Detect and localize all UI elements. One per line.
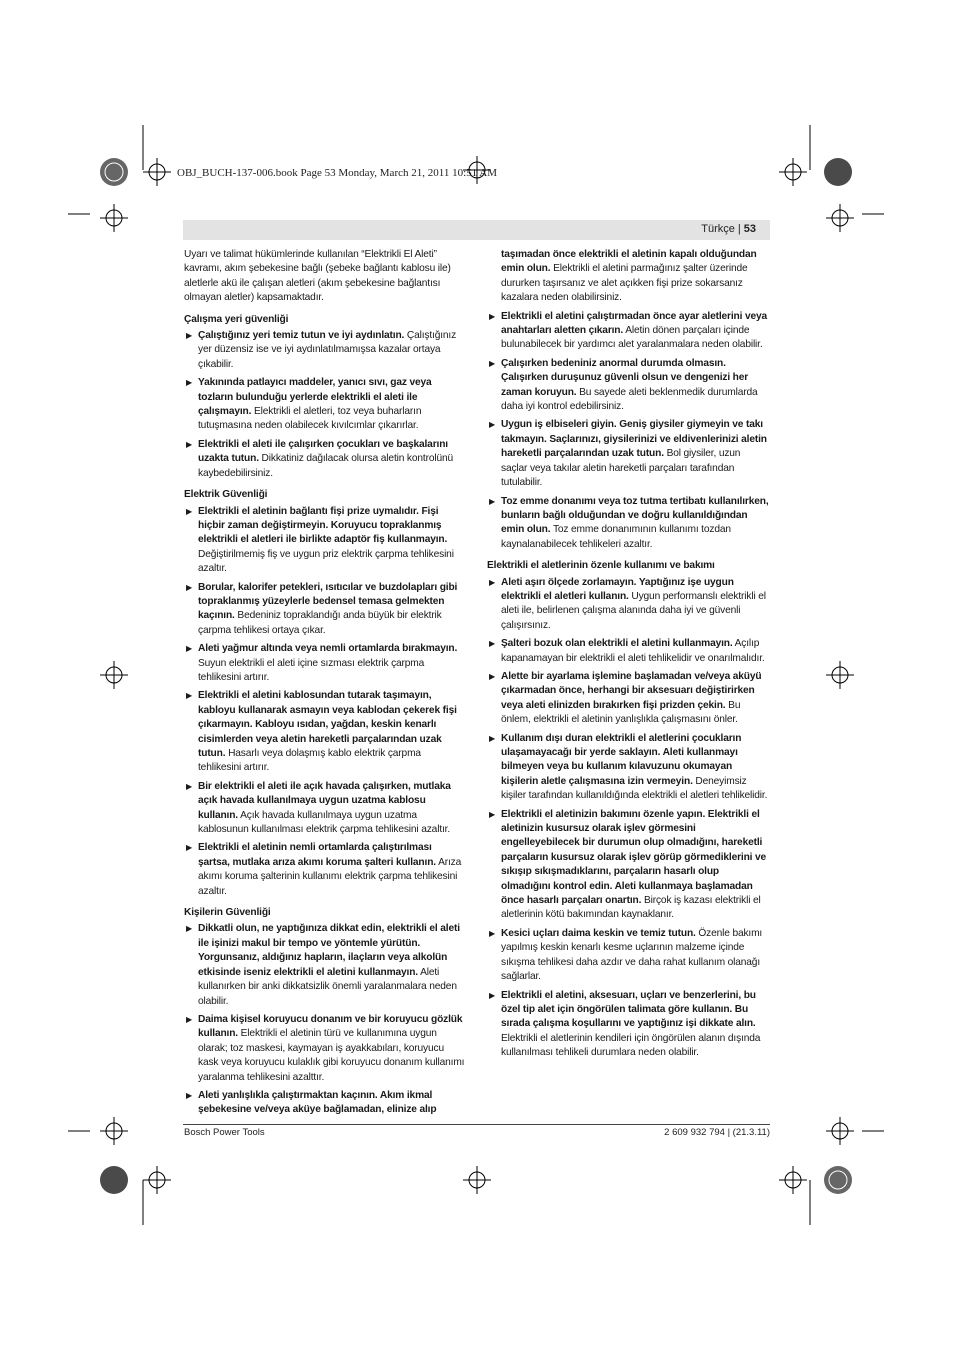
item-text: Dikkatiniz dağılacak olursa aletin kontrolünü kaybedebilirsiniz. (198, 453, 454, 479)
item-bold-text: Dikkatli olun, ne yaptığınıza dikkat edin, elektrikli el aleti ile işinizi makul bir tempo ve yöntemle yürütün. Yorgunsanız, aldığınız hapların, ilaçların veya alkolün etkisinde iseniz elektrikli el aletini kullanmayın. (198, 923, 460, 978)
item-bold-text: Elektrikli el aletinin bağlantı fişi prize uymalıdır. Fişi hiçbir zaman değiştirmeyin. Koruyucu topraklanmış elektrikli el aletleri ile birlikte adaptör fiş kullanmayın. (198, 505, 448, 546)
bullet-arrow-icon: ▶ (489, 639, 496, 649)
list-item (184, 438, 466, 481)
item-bold-text: Çalışırken bedeniniz anormal durumda olmasın. Çalışırken duruşunuz güvenli olsun ve dengenizi her zaman koruyun. (501, 357, 749, 398)
item-bold-text: Elektrikli el aletinin nemli ortamlarda çalıştırılması şartsa, mutlaka arıza akımı koruma şalteri kullanın. (198, 842, 436, 868)
page-number: 53 (743, 223, 756, 235)
bullet-arrow-icon: ▶ (186, 439, 193, 449)
page-header-bar (183, 220, 770, 240)
bullet-arrow-icon: ▶ (186, 1090, 193, 1100)
item-text: Hasarlı veya dolaşmış kablo elektrik çarpma tehlikesini artırır. (198, 748, 421, 774)
header-language: Türkçe (701, 223, 735, 235)
header-separator: | (737, 223, 741, 235)
item-bold-text: Kesici uçları daima keskin ve temiz tutun. (501, 927, 696, 939)
section-title: Çalışma yeri güvenliği (184, 313, 289, 325)
section-title: Elektrik Güvenliği (184, 489, 268, 501)
item-bold-text: Aleti yağmur altında veya nemli ortamlarda bırakmayın. (198, 643, 458, 655)
bullet-arrow-icon: ▶ (489, 311, 496, 321)
item-text: Açılıp kapanamayan bir elektrikli el aleti tehlikelidir ve onarılmalıdır. (501, 638, 765, 664)
item-text: Birçok iş kazası elektrikli el aletlerinin kötü bakımından kaynaklanır. (501, 895, 761, 921)
item-bold-text: Daima kişisel koruyucu donanım ve bir koruyucu gözlük kullanın. (198, 1013, 463, 1040)
item-bold-text: Çalıştığınız yeri temiz tutun ve iyi aydınlatın. (198, 330, 405, 342)
bullet-arrow-icon: ▶ (186, 506, 193, 516)
item-bold-text: Şalteri bozuk olan elektrikli el aletini kullanmayın. (501, 638, 733, 650)
list-item (487, 310, 769, 353)
bullet-arrow-icon: ▶ (186, 843, 193, 853)
continuation-bold: taşımadan önce elektrikli el aletinin kapalı olduğundan emin olun. (501, 249, 757, 275)
item-bold-text: Bir elektrikli el aleti ile açık havada çalışırken, mutlaka açık havada kullanılmaya uygun uzatma kablosu kullanın. (198, 780, 451, 821)
item-bold-text: Elektrikli el aletinizin bakımını özenle yapın. Elektrikli el aletinizin kusursuz olarak işlev görmesini engelleyebilecek bir durumun olup olmadığını, hareketli parçaların kusursuz olarak işlev görüp görmediklerini ve sıkışıp sıkışmadıklarını, parçaların hasarlı olup olmadığını kontrol edin. Aleti kullanmaya başlamadan önce hasarlı parçaları onartın. (501, 808, 767, 907)
bullet-arrow-icon: ▶ (489, 671, 496, 681)
list-item (184, 329, 466, 372)
list-item (487, 576, 769, 634)
bullet-arrow-icon: ▶ (489, 990, 496, 1000)
item-text: Toz emme donanımının kullanımı tozdan kaynalanabilecek tehlikeleri azaltır. (501, 524, 731, 550)
footer-doc-number: 2 609 932 794 | (21.3.11) (664, 1127, 770, 1138)
item-text: Suyun elektrikli el aleti içine sızması elektrik çarpma tehlikesini artırır. (198, 657, 425, 683)
bullet-arrow-icon: ▶ (186, 924, 193, 934)
list-item (487, 637, 769, 666)
bullet-arrow-icon: ▶ (489, 733, 496, 743)
list-item (184, 841, 466, 899)
list-item (184, 642, 466, 685)
item-bold-text: Toz emme donanımı veya toz tutma tertibatı kullanılırken, bunların bağlı olduğundan ve doğru kullanıldığından emin olun. (501, 495, 769, 536)
continuation-text: Elektrikli el aletini parmağınız şalter üzerinde dururken taşırsanız ve alet açıkken fişi prize sokarsanız kazalara neden olabilirsiniz. (501, 263, 748, 304)
item-bold-text: Uygun iş elbiseleri giyin. Geniş giysiler giymeyin ve takı takmayın. Saçlarınızı, giysilerinizi ve eldivenlerinizi aletin hareketli parçalarından uzak tutun. (501, 419, 767, 460)
list-item (184, 1089, 466, 1118)
list-item (487, 989, 769, 1061)
left-sections (184, 313, 466, 1118)
section-title: Elektrikli el aletlerinin özenle kullanımı ve bakımı (487, 560, 715, 572)
list-item (184, 376, 466, 434)
item-text: Bol giysiler, uzun saçlar veya takılar aletin hareketli parçaları tarafından tutulabilir. (501, 448, 741, 489)
footer-rule (183, 1124, 770, 1125)
item-text: Aletin dönen parçaları içinde bulunabilecek bir yardımcı alet yaralanmalara neden olabilir. (501, 325, 763, 351)
print-header: OBJ_BUCH-137-006.book Page 53 Monday, March 21, 2011 10:51 AM (177, 167, 498, 179)
bullet-arrow-icon: ▶ (186, 331, 193, 341)
item-bold-text: Elektrikli el aleti ile çalışırken çocukları ve başkalarını uzakta tutun. (198, 438, 448, 465)
list-item (487, 418, 769, 490)
list-item (487, 495, 769, 553)
bullet-arrow-icon: ▶ (489, 420, 496, 430)
item-bold-text: Borular, kalorifer petekleri, ısıtıcılar ve buzdolapları gibi topraklanmış yüzeylerle bedensel temasa gelmekten kaçının. (198, 581, 458, 622)
item-text: Açık havada kullanılmaya uygun uzatma kablosunun kullanılması elektrik çarpma tehlikesini azaltır. (198, 809, 451, 836)
list-item (184, 780, 466, 838)
bullet-arrow-icon: ▶ (489, 928, 496, 938)
item-text: Elektrikli el aletinin türü ve kullanımına uygun olarak; toz maskesi, kaymayan iş ayakkabıları, koruyucu kask veya koruyucu kulaklık gibi koruyucu donanım kullanımı yaralanma tehlikesini azalttır. (198, 1028, 465, 1083)
list-item (184, 689, 466, 775)
item-bold-text: Aleti yanlışlıkla çalıştırmaktan kaçının. Akım ikmal şebekesine ve/veya aküye bağlamadan, elinize alıp (198, 1089, 437, 1116)
bullet-arrow-icon: ▶ (489, 809, 496, 819)
item-text: Aleti kullanırken bir anki dikkatsizlik önemli yaralanmalara neden olabilir. (198, 966, 457, 1007)
section-title: Kişilerin Güvenliği (184, 907, 271, 919)
continuation-paragraph (487, 248, 769, 306)
list-item (184, 505, 466, 577)
right-items-b (487, 576, 769, 1061)
item-text: Deneyimsiz kişiler tarafından kullanıldığında elektrikli el aletleri tehlikelidir. (501, 775, 768, 802)
right-column (487, 248, 769, 1065)
bullet-arrow-icon: ▶ (186, 691, 193, 701)
bullet-arrow-icon: ▶ (186, 582, 193, 592)
item-text: Özenle bakımı yapılmış keskin kenarlı kesme uçlarının malzeme içinde sıkışma tehlikesi daha azdır ve daha rahat kullanım olanağı sağlarlar. (501, 927, 763, 983)
item-bold-text: Elektrikli el aletini kablosundan tutarak taşımayın, kabloyu kullanarak asmayın veya kablodan çekerek fişi çıkarmayın. Kabloyu ısıdan, yağdan, keskin kenarlı cisimlerden veya aletin hareketli parçalarından uzak tutun. (198, 690, 457, 759)
page-header (701, 223, 756, 235)
item-text: Arıza akımı koruma şalterinin kullanımı elektrik çarpma tehlikesini azaltır. (198, 856, 462, 897)
list-item (487, 732, 769, 804)
bullet-arrow-icon: ▶ (186, 1014, 193, 1024)
item-text: Değiştirilmemiş fiş ve uygun priz elektrik çarpma tehlikesini azaltır. (198, 548, 454, 575)
item-text: Bedeniniz topraklandığı anda büyük bir elektrik çarpma tehlikesi ortaya çıkar. (198, 610, 442, 636)
item-bold-text: Alette bir ayarlama işlemine başlamadan ve/veya aküyü çıkarmadan önce, herhangi bir aksesuarı değiştirirken veya aleti elinizden bırakırken fişi prizden çekin. (501, 670, 762, 711)
list-item (487, 357, 769, 415)
list-item (184, 922, 466, 1008)
bullet-arrow-icon: ▶ (186, 781, 193, 791)
item-bold-text: Elektrikli el aletini çalıştırmadan önce ayar aletlerini veya anahtarları aletten çıkarın. (501, 310, 768, 337)
item-text: Bu sayede aleti beklenmedik durumlarda daha iyi kontrol edebilirsiniz. (501, 386, 758, 413)
item-bold-text: Aleti aşırı ölçede zorlamayın. Yaptığınız işe uygun elektrikli el aletleri kullanın. (501, 576, 734, 602)
intro-paragraph: Uyarı ve talimat hükümlerinde kullanılan “Elektrikli El Aleti” kavramı, akım şebekesine bağlı (şebeke bağlantı kablosu ile) aletlerle akü ile çalışan aletleri (akım şebekesine bağlantısı olmayan aletler) kapsamaktadır. (184, 249, 451, 304)
left-column (184, 248, 466, 1122)
item-bold-text: Kullanım dışı duran elektrikli el aletlerini çocukların ulaşamayacağı bir yerde saklayın. Aleti kullanmayı bilmeyen veya bu kullanım kılavuzunu okumayan kişilerin aletle çalışmasına izin vermeyin. (501, 732, 742, 787)
bullet-arrow-icon: ▶ (489, 496, 496, 506)
list-item (487, 670, 769, 728)
item-bold-text: Elektrikli el aletini, aksesuarı, uçları ve benzerlerini, bu özel tip alet için öngörülen talimata göre kullanın. Bu sırada çalışma koşullarını ve yaptığınız işi dikkate alın. (501, 989, 756, 1030)
bullet-arrow-icon: ▶ (489, 358, 496, 368)
item-text: Bu önlem, elektrikli el aletinin yanlışlıkla çalışmasını önler. (501, 699, 741, 726)
list-item (487, 927, 769, 985)
list-item (184, 1013, 466, 1085)
bullet-arrow-icon: ▶ (186, 644, 193, 654)
item-text: Çalıştığınız yer düzensiz ise ve iyi aydınlatılmamışsa kazalar ortaya çıkabilir. (198, 330, 457, 370)
list-item (487, 808, 769, 923)
list-item (184, 581, 466, 639)
item-bold-text: Yakınında patlayıcı maddeler, yanıcı sıvı, gaz veya tozların bulunduğu yerlerde elektrikli el aleti ile çalışmayın. (198, 377, 432, 418)
footer-brand: Bosch Power Tools (184, 1127, 265, 1138)
item-text: Uygun performanslı elektrikli el aleti ile, belirlenen çalışma alanında daha iyi ve güvenli çalışırsınız. (501, 590, 766, 631)
right-items-a (487, 310, 769, 553)
item-text: Elektrikli el aletlerinin kendileri için öngörülen alanın dışında kullanılması tehlikeli durumlara neden olabilir. (501, 1032, 761, 1059)
item-text: Elektrikli el aletleri, toz veya buharların tutuşmasına neden olabilecek kıvılcımlar çıkarırlar. (198, 406, 422, 432)
bullet-arrow-icon: ▶ (489, 577, 496, 587)
bullet-arrow-icon: ▶ (186, 378, 193, 388)
